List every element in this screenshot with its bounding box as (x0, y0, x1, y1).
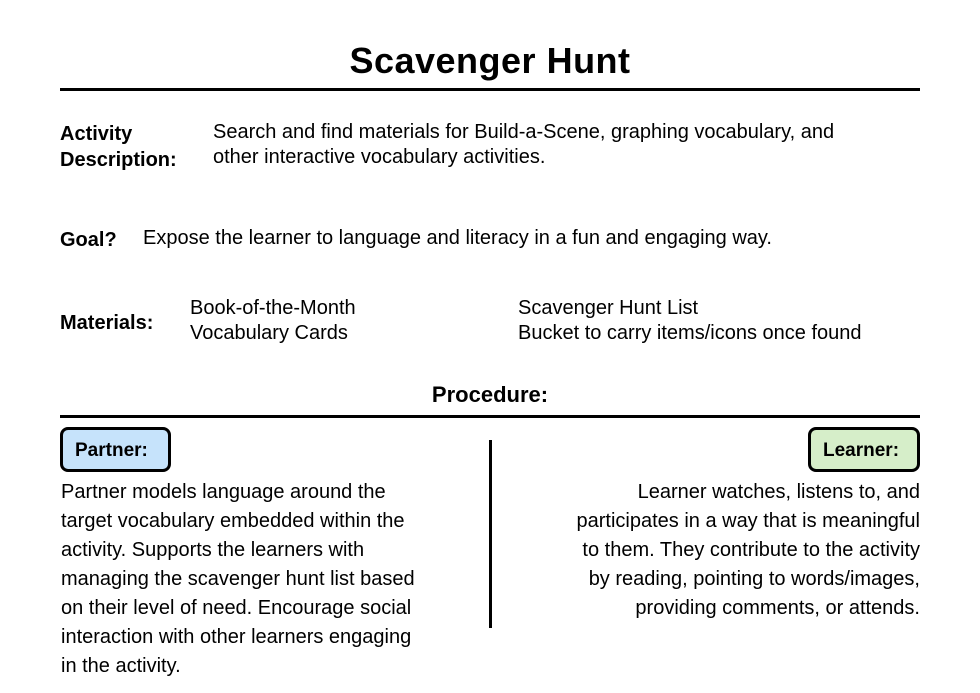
partner-line: interaction with other learners engaging (61, 626, 412, 648)
activity-line2: other interactive vocabulary activities. (213, 146, 546, 168)
activity-line1: Search and find materials for Build-a-Scene, graphing vocabulary, and (213, 121, 835, 143)
page-title: Scavenger Hunt (349, 40, 631, 81)
partner-description (61, 478, 481, 681)
material-item: Book-of-the-Month (190, 297, 356, 319)
learner-line: participates in a way that is meaningful (576, 510, 920, 532)
material-item: Bucket to carry items/icons once found (518, 322, 862, 344)
activity-label-line1: Activity (60, 123, 133, 145)
goal-text: Expose the learner to language and literacy in a fun and engaging way. (143, 227, 772, 249)
partner-line: target vocabulary embedded within the (61, 510, 405, 532)
goal-label: Goal? (60, 229, 117, 251)
partner-line: in the activity. (61, 655, 181, 677)
learner-line: to them. They contribute to the activity (582, 539, 920, 561)
procedure-underline (60, 415, 920, 418)
activity-label-line2: Description: (60, 149, 177, 171)
learner-line: providing comments, or attends. (635, 597, 920, 619)
materials-label: Materials: (60, 312, 154, 334)
materials-column-right (518, 296, 862, 346)
learner-description (500, 478, 920, 623)
column-divider (489, 440, 492, 628)
material-item: Scavenger Hunt List (518, 297, 699, 319)
learner-line: by reading, pointing to words/images, (588, 568, 920, 590)
partner-line: on their level of need. Encourage social (61, 597, 412, 619)
partner-line: managing the scavenger hunt list based (61, 568, 415, 590)
partner-line: Partner models language around the (61, 481, 386, 503)
partner-line: activity. Supports the learners with (61, 539, 365, 561)
partner-badge: Partner: (60, 427, 171, 472)
learner-badge: Learner: (808, 427, 920, 472)
materials-column-left (190, 296, 356, 346)
activity-description-label (60, 121, 177, 173)
procedure-heading: Procedure: (431, 382, 549, 407)
title-underline (60, 88, 920, 91)
learner-line: Learner watches, listens to, and (637, 481, 920, 503)
material-item: Vocabulary Cards (190, 322, 348, 344)
activity-description-text (213, 120, 834, 170)
